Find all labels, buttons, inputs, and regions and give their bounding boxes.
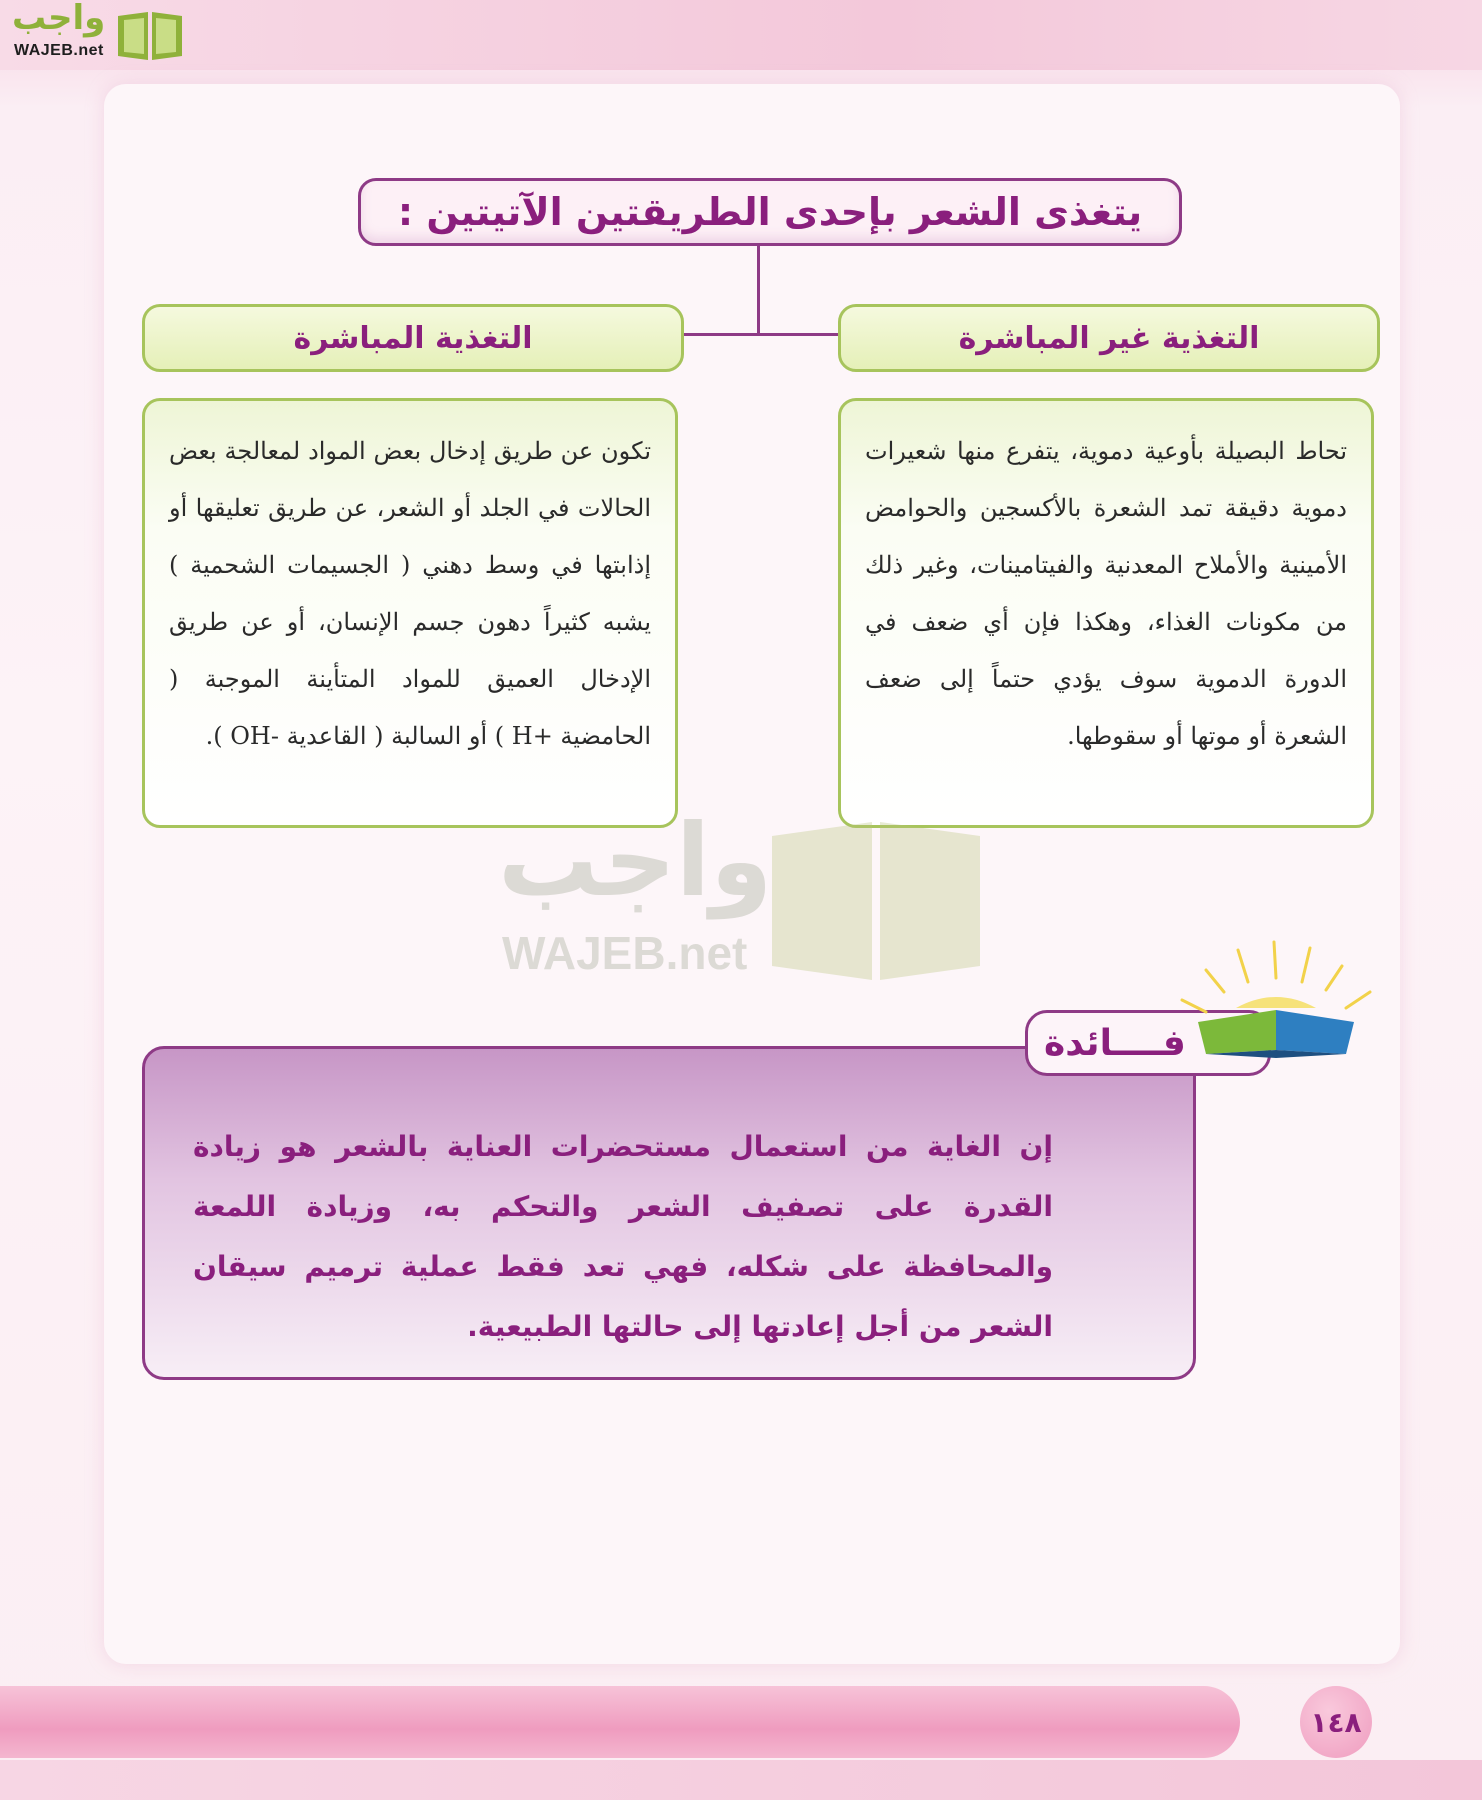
sun-book-icon [1176, 930, 1376, 1060]
direct-text: تكون عن طريق إدخال بعض المواد لمعالجة بعض الحالات في الجلد أو الشعر، عن طريق تعليقها أو إذابتها في وسط دهني ( الجسيمات الشحمية ) يشبه كثيراً دهون جسم الإنسان، أو عن طريق الإدخال العميق للمواد المتأينة الموجبة ( الحامضية +H ) أو السالبة ( القاعدية -OH ). [169, 437, 652, 750]
indirect-content-box [838, 398, 1374, 828]
open-book-icon [114, 8, 186, 64]
wajeb-logo[interactable] [8, 0, 188, 66]
logo-arabic-text: واجب [12, 0, 106, 38]
indirect-text: تحاط البصيلة بأوعية دموية، يتفرع منها شعيرات دموية دقيقة تمد الشعرة بالأكسجين والحوامض الأمينية والأملاح المعدنية والفيتامينات، وغير ذلك من مكونات الغذاء، وهكذا فإن أي ضعف في الدورة الدموية سوف يؤدي حتماً إلى ضعف الشعرة أو موتها أو سقوطها. [865, 437, 1347, 750]
main-title-box [358, 178, 1182, 246]
note-box [142, 1046, 1196, 1380]
watermark-latin: WAJEB.net [502, 927, 748, 979]
connector-vertical [757, 243, 760, 335]
direct-content-box [142, 398, 678, 828]
indirect-heading: التغذية غير المباشرة [958, 320, 1260, 356]
watermark-book-icon [764, 816, 988, 986]
main-title: يتغذى الشعر بإحدى الطريقتين الآتيتين : [397, 190, 1143, 234]
direct-heading-box [142, 304, 684, 372]
footer-bar [0, 1686, 1240, 1758]
note-text: إن الغاية من استعمال مستحضرات العناية بالشعر هو زيادة القدرة على تصفيف الشعر والتحكم به، وزيادة اللمعة والمحافظة على شكله، فهي تعد فقط عملية ترميم سيقان الشعر من أجل إعادتها إلى حالتها الطبيعية. [193, 1130, 1053, 1343]
note-label: فــــائدة [1044, 1022, 1186, 1064]
logo-latin-text: WAJEB.net [14, 42, 104, 59]
indirect-heading-box [838, 304, 1380, 372]
direct-heading: التغذية المباشرة [293, 320, 533, 356]
footer-strip [0, 1760, 1482, 1800]
watermark-arabic: واجب [498, 802, 773, 919]
connector-horizontal [682, 333, 840, 336]
watermark [498, 802, 998, 996]
page-number: ١٤٨ [1300, 1686, 1372, 1758]
top-band [0, 0, 1482, 70]
